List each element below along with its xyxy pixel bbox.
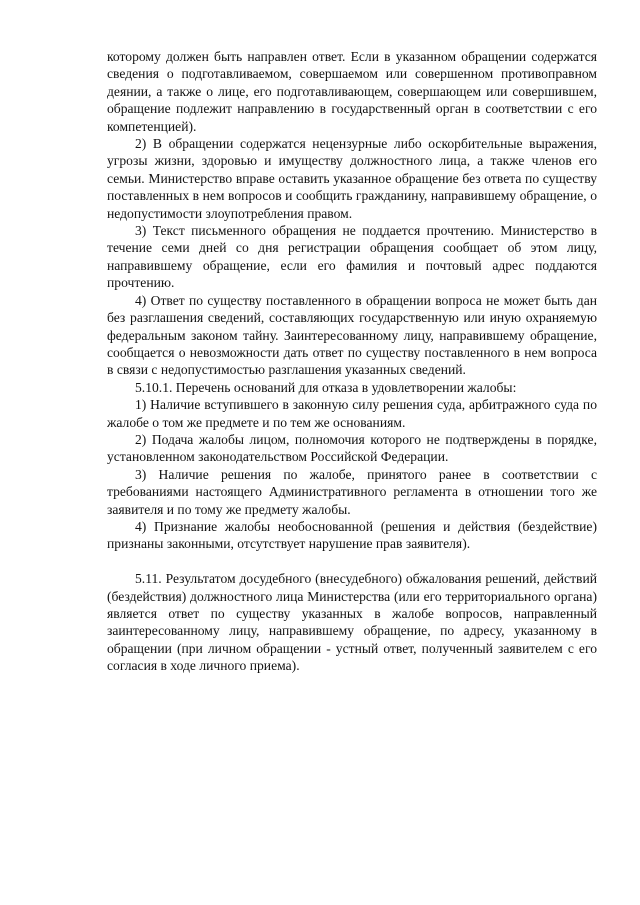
refusal-reason-1: 1) Наличие вступившего в законную силу решения суда, арбитражного суда по жалобе о том же предмете и по тем же основаниям. [107,397,597,430]
paragraph-item-3: 3) Текст письменного обращения не поддается прочтению. Министерство в течение семи дней со дня регистрации обращения сообщает об этом лицу, направившему обращение, если его фамилия и почтовый адрес поддаются прочтению. [107,223,597,291]
document-page [107,48,597,675]
paragraph-continuation: которому должен быть направлен ответ. Если в указанном обращении содержатся сведения о подготавливаемом, совершаемом или совершенном противоправном деянии, а также о лице, его подготавливающем, совершающем или совершившем, обращение подлежит направлению в государственный орган в соответствии с его компетенцией). [107,49,597,134]
section-5-11-paragraph: 5.11. Результатом досудебного (внесудебного) обжалования решений, действий (бездействия) должностного лица Министерства (или его территориального органа) является ответ по существу указанных в жалобе вопросов, направленный заинтересованному лицу, направившему обращение, по адресу, указанному в обращении (при личном обращении - устный ответ, полученный заявителем с его согласия в ходе личного приема). [107,571,597,674]
paragraph-item-2: 2) В обращении содержатся нецензурные либо оскорбительные выражения, угрозы жизни, здоровью и имуществу должностного лица, а также членов его семьи. Министерство вправе оставить указанное обращение без ответа по существу поставленных в нем вопросов и сообщить гражданину, направившему обращение, о недопустимости злоупотребления правом. [107,136,597,221]
paragraph-item-4: 4) Ответ по существу поставленного в обращении вопроса не может быть дан без разглашения сведений, составляющих государственную или иную охраняемую федеральным законом тайну. Заинтересованному лицу, направившему обращение, сообщается о невозможности дать ответ по существу поставленного в нем вопроса в связи с недопустимостью разглашения указанных сведений. [107,292,597,378]
refusal-reason-3: 3) Наличие решения по жалобе, принятого ранее в соответствии с требованиями настоящего Административного регламента в отношении того же заявителя и по тому же предмету жалобы. [107,466,597,517]
section-5-10-1-heading: 5.10.1. Перечень оснований для отказа в удовлетворении жалобы: [135,379,517,395]
refusal-reason-2: 2) Подача жалобы лицом, полномочия которого не подтверждены в порядке, установленном законодательством Российской Федерации. [107,431,597,465]
refusal-reason-4: 4) Признание жалобы необоснованной (решения и действия (бездействие) признаны законными, отсутствует нарушение прав заявителя). [107,518,597,552]
